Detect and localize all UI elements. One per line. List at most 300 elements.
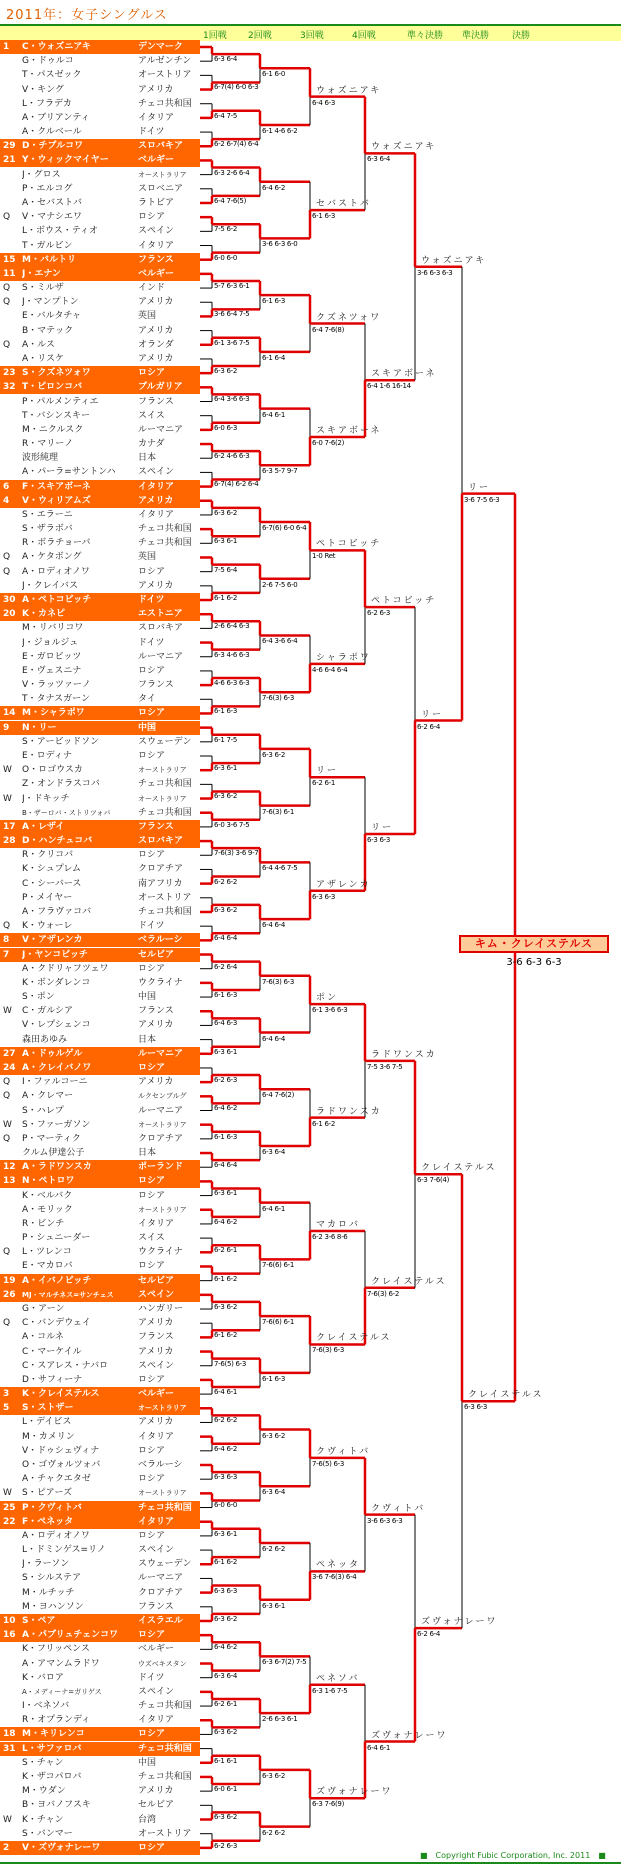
round1-score: 6-4 7-6(5) xyxy=(214,196,247,205)
seed-mark: 27 xyxy=(3,1048,16,1059)
seed-mark: 1 xyxy=(3,42,10,52)
seed-mark: 2 xyxy=(3,1842,10,1853)
player-country: ポーランド xyxy=(138,1162,184,1173)
seed-mark: 28 xyxy=(3,836,16,847)
round-winner: セバストバ xyxy=(316,199,371,210)
player-name: C・スアレス・ナバロ xyxy=(22,1360,109,1371)
player-name: D・サフィーナ xyxy=(22,1374,83,1385)
round-score: 3-6 6-3 6-0 xyxy=(262,240,298,249)
player-name: A・メディーナ=ガリゲス xyxy=(22,1687,102,1696)
player-country: ロシア xyxy=(138,665,166,676)
player-name: A・チャクエタゼ xyxy=(22,1474,91,1485)
player-name: L・デイビス xyxy=(22,1417,72,1428)
round1-score: 6-3 6-4 xyxy=(214,55,237,64)
player-country: 南アフリカ xyxy=(138,878,183,889)
player-name: K・ベルバク xyxy=(22,1190,73,1201)
round1-score: 6-1 6-2 xyxy=(214,1558,237,1567)
player-name: S・ザラボバ xyxy=(22,524,73,535)
player-country: チェコ共和国 xyxy=(138,1743,192,1754)
player-country: フランス xyxy=(138,1332,174,1343)
player-name: V・ラッツァーノ xyxy=(22,680,91,691)
player-name: V・マナシエワ xyxy=(22,212,82,223)
player-country: ロシア xyxy=(138,212,166,223)
player-name: T・パスゼック xyxy=(22,70,82,81)
round-score: 6-1 6-3 xyxy=(262,297,285,306)
player-country: 中国 xyxy=(138,992,157,1003)
round-winner: ペトコビッチ xyxy=(371,596,437,607)
player-name: D・ハンチュコバ xyxy=(22,836,93,847)
player-name: P・エルコグ xyxy=(22,183,73,194)
seed-mark: W xyxy=(3,1006,12,1017)
player-name: S・ストザー xyxy=(22,1403,74,1414)
round-winner: ペトコビッチ xyxy=(316,539,382,550)
player-country: アメリカ xyxy=(138,353,174,364)
player-country: イタリア xyxy=(138,1218,175,1229)
player-name: M・ヨハンソン xyxy=(22,1601,84,1612)
round-score: 6-4 6-3 xyxy=(312,98,335,107)
player-name: 波形純理 xyxy=(22,453,59,464)
player-country: 中国 xyxy=(138,1757,157,1768)
player-name: R・ボラチョーバ xyxy=(22,538,91,549)
round1-score: 6-3 6-1 xyxy=(214,1189,237,1198)
round-score: 6-4 3-6 6-4 xyxy=(262,637,298,646)
player-name: A・クドリャフツェワ xyxy=(22,963,109,974)
player-name: N・ペトロワ xyxy=(22,1176,75,1187)
player-country: 英国 xyxy=(138,311,157,322)
round1-score: 6-4 6-2 xyxy=(214,1217,237,1226)
player-country: ロシア xyxy=(138,1261,166,1272)
player-country: ルーマニア xyxy=(138,651,184,662)
player-country: イタリア xyxy=(138,240,175,251)
seed-mark: Q xyxy=(3,283,11,294)
player-name: C・ガルシア xyxy=(22,1006,74,1017)
player-name: R・ビンチ xyxy=(22,1218,65,1229)
round-label: 3回戦 xyxy=(300,31,324,41)
player-name: A・ラドワンスカ xyxy=(22,1162,92,1173)
round-winner: クレイステルス xyxy=(371,1276,447,1287)
round1-score: 6-4 6-2 xyxy=(214,1104,237,1113)
player-name: K・シュプレム xyxy=(22,864,82,875)
player-country: ルクセンブルグ xyxy=(138,1092,187,1101)
player-country: イスラエル xyxy=(138,1615,183,1626)
seed-mark: 12 xyxy=(3,1162,16,1173)
player-name: J・マンプトン xyxy=(22,297,79,308)
player-name: M・シャラポワ xyxy=(22,708,85,719)
player-name: V・ドゥシェヴィナ xyxy=(22,1445,100,1456)
player-name: E・ガロビッツ xyxy=(22,651,82,662)
seed-mark: W xyxy=(3,1814,12,1825)
player-name: S・ペア xyxy=(22,1615,56,1626)
round1-score: 6-4 6-2 xyxy=(214,1643,237,1652)
seed-mark: 31 xyxy=(3,1743,16,1754)
player-country: ウクライナ xyxy=(138,1247,183,1258)
player-country: アメリカ xyxy=(138,495,174,506)
player-name: L・ドミンゲス=リノ xyxy=(22,1545,106,1556)
round-label: 決勝 xyxy=(512,31,531,41)
round1-score: 6-1 6-3 xyxy=(214,707,237,716)
player-country: アメリカ xyxy=(138,1077,174,1088)
player-name: A・リスケ xyxy=(22,353,64,364)
seed-mark: 17 xyxy=(3,821,16,832)
round1-score: 6-2 6-4 xyxy=(214,962,237,971)
round-winner: ウォズニアキ xyxy=(421,255,487,266)
player-name: S・ミルザ xyxy=(22,283,64,294)
player-country: 日本 xyxy=(138,453,157,464)
player-name: O・ロゴウスカ xyxy=(22,765,83,776)
round-score: 7-6(5) 6-3 xyxy=(312,1459,345,1468)
round-score: 6-4 6-4 xyxy=(262,921,285,930)
player-country: ロシア xyxy=(138,1474,166,1485)
player-name: T・ピロンコバ xyxy=(22,382,83,393)
player-country: イタリア xyxy=(138,1715,175,1726)
round-score: 7-6(3) 6-3 xyxy=(262,977,295,986)
round-score: 6-1 6-3 xyxy=(262,1374,285,1383)
seed-mark: 8 xyxy=(3,935,10,946)
player-name: A・ブリアンティ xyxy=(22,112,90,123)
player-country: ラトビア xyxy=(138,197,175,208)
player-country: オーストリア xyxy=(138,892,192,903)
player-country: ドイツ xyxy=(138,127,165,138)
player-country: スロバキア xyxy=(138,141,184,152)
round1-score: 6-3 6-2 xyxy=(214,1813,237,1822)
round-score: 6-1 4-6 6-2 xyxy=(262,126,298,135)
seed-mark: Q xyxy=(3,1247,11,1258)
player-country: ドイツ xyxy=(138,595,165,606)
round-score: 2-6 7-5 6-0 xyxy=(262,580,298,589)
player-name: G・アーン xyxy=(22,1304,65,1315)
player-country: アメリカ xyxy=(138,297,174,308)
player-country: ベルギー xyxy=(138,268,175,279)
player-country: ブルガリア xyxy=(138,382,183,393)
player-country: 日本 xyxy=(138,1148,157,1159)
round-score: 6-4 1-6 16-14 xyxy=(367,382,411,391)
player-name: クルム伊達公子 xyxy=(22,1148,85,1159)
player-name: O・ゴヴォルツォバ xyxy=(22,1460,101,1470)
round-winner: ラドワンスカ xyxy=(371,1049,437,1060)
player-country: ロシア xyxy=(138,1062,166,1073)
player-name: P・メイヤー xyxy=(22,892,73,903)
player-country: ドイツ xyxy=(138,1672,165,1683)
round1-score: 6-3 6-2 xyxy=(214,905,237,914)
round1-score: 6-3 6-3 xyxy=(214,1473,237,1482)
player-name: L・サファロバ xyxy=(22,1743,82,1754)
round1-score: 6-3 6-1 xyxy=(214,764,237,773)
player-country: クロアチア xyxy=(138,1587,184,1598)
player-country: ベラルーシ xyxy=(138,935,183,946)
player-country: カナダ xyxy=(138,439,165,450)
round-score: 1-0 Ret xyxy=(312,552,336,561)
round-score: 6-3 6-4 xyxy=(262,1147,285,1156)
player-name: T・タナスガーン xyxy=(22,694,90,705)
player-name: A・ケタボング xyxy=(22,552,82,563)
round-score: 6-1 6-3 xyxy=(312,212,335,221)
player-name: A・ルス xyxy=(22,339,55,350)
copyright: ■ Copyright Fubic Corporation, Inc. 2011 ■ xyxy=(420,1851,606,1860)
player-country: チェコ共和国 xyxy=(138,906,192,917)
player-country: ロシア xyxy=(138,708,166,719)
player-country: クロアチア xyxy=(138,1133,184,1144)
round-score: 6-2 6-2 xyxy=(262,1828,285,1837)
round-winner: ズヴォナレーワ xyxy=(316,1787,393,1798)
round-winner: リー xyxy=(421,709,444,720)
player-name: C・ウォズニアキ xyxy=(22,42,91,52)
round1-score: 6-2 4-6 6-3 xyxy=(214,452,250,461)
round-score: 4-6 6-4 6-4 xyxy=(312,665,348,674)
player-country: ロシア xyxy=(138,1842,166,1853)
player-country: イタリア xyxy=(138,1431,175,1442)
round1-score: 6-4 6-3 xyxy=(214,1019,237,1028)
round1-score: 6-0 6-0 xyxy=(214,1501,237,1510)
round1-score: 5-7 6-3 6-1 xyxy=(214,281,250,290)
player-country: フランス xyxy=(138,396,174,407)
player-name: C・シーバース xyxy=(22,878,82,889)
player-name: R・クリコバ xyxy=(22,850,74,861)
player-country: スペイン xyxy=(138,1545,175,1556)
player-name: I・ベネソバ xyxy=(22,1701,70,1712)
round-score: 6-2 3-6 8-6 xyxy=(312,1233,348,1242)
player-name: A・パブリュチェンコワ xyxy=(22,1630,119,1641)
round1-score: 6-3 6-2 xyxy=(214,792,237,801)
round-score: 6-3 6-2 xyxy=(262,1771,285,1780)
round-score: 3-6 6-3 6-3 xyxy=(417,268,453,277)
player-country: スイス xyxy=(138,410,165,421)
player-name: A・レザイ xyxy=(22,821,65,832)
round1-score: 6-1 6-2 xyxy=(214,593,237,602)
player-name: I・ファルコーニ xyxy=(22,1077,88,1088)
seed-mark: Q xyxy=(3,921,11,932)
player-country: スロバキア xyxy=(138,623,184,634)
round-score: 3-6 7-6(3) 6-4 xyxy=(312,1573,357,1582)
player-country: アメリカ xyxy=(138,580,174,591)
round1-score: 4-6 6-3 6-3 xyxy=(214,679,250,687)
player-country: アルゼンチン xyxy=(138,56,192,67)
round-score: 6-3 5-7 9-7 xyxy=(262,467,298,476)
round-score: 6-2 6-3 xyxy=(367,609,390,618)
round1-score: 6-4 6-4 xyxy=(214,934,237,943)
round-score: 6-4 6-1 xyxy=(262,410,285,419)
player-name: S・ピアーズ xyxy=(22,1488,72,1499)
round-score: 6-1 6-4 xyxy=(262,353,285,362)
player-country: セルビア xyxy=(138,949,175,960)
player-name: M・バルトリ xyxy=(22,254,76,265)
player-country: チェコ共和国 xyxy=(138,1502,192,1513)
round1-score: 6-0 3-6 7-5 xyxy=(214,820,250,829)
round1-score: 6-3 6-2 xyxy=(214,367,237,376)
round-score: 6-2 6-4 xyxy=(417,1630,440,1639)
round-score: 6-3 7-6(4) xyxy=(417,1176,450,1185)
round-score: 6-7(6) 6-0 6-4 xyxy=(262,524,307,533)
round1-score: 6-1 6-1 xyxy=(214,1756,237,1765)
round-label: 準決勝 xyxy=(462,31,490,41)
player-name: A・アマンムラドワ xyxy=(22,1658,100,1669)
player-country: スロバキア xyxy=(138,836,184,847)
round-winner: ポン xyxy=(316,993,339,1004)
player-country: ロシア xyxy=(138,1190,166,1201)
player-name: V・アザレンカ xyxy=(22,935,83,946)
player-name: F・スキアボーネ xyxy=(22,481,91,492)
player-country: インド xyxy=(138,283,166,294)
seed-mark: 25 xyxy=(3,1502,16,1513)
round1-score: 6-4 7-5 xyxy=(214,111,237,120)
player-name: E・ロディナ xyxy=(22,751,72,761)
player-country: ハンガリー xyxy=(138,1304,184,1315)
seed-mark: 21 xyxy=(3,155,16,166)
player-country: チェコ共和国 xyxy=(138,1701,192,1712)
player-country: ルーマニア xyxy=(138,1105,184,1116)
player-name: K・クレイステルス xyxy=(22,1389,100,1400)
round-score: 6-3 6-2 xyxy=(262,1431,285,1440)
player-name: P・シュニーダー xyxy=(22,1233,91,1244)
round1-score: 6-0 6-1 xyxy=(214,1785,237,1794)
player-name: K・バロア xyxy=(22,1672,64,1683)
round-winner: アザレンカ xyxy=(316,879,371,890)
footer-divider xyxy=(0,1862,621,1864)
round-winner: スキアボーネ xyxy=(371,369,437,380)
player-name: A・ロディオノワ xyxy=(22,566,90,577)
seed-mark: 6 xyxy=(3,481,10,492)
round-score: 6-3 6-3 xyxy=(367,835,390,844)
player-country: 台湾 xyxy=(138,1814,157,1825)
round-label: 2回戦 xyxy=(248,31,272,41)
round1-score: 7-5 6-2 xyxy=(214,225,237,234)
seed-mark: W xyxy=(3,765,12,776)
page-title: 2011年：女子シングルス xyxy=(6,8,168,23)
player-name: S・エラーニ xyxy=(22,509,73,520)
player-country: 日本 xyxy=(138,1034,157,1045)
player-name: P・マーティク xyxy=(22,1133,81,1144)
player-country: アメリカ xyxy=(138,325,174,336)
player-country: オーストリア xyxy=(138,70,192,81)
player-name: S・バンマー xyxy=(22,1828,73,1839)
round-score: 7-6(6) 6-1 xyxy=(262,1318,295,1327)
player-country: セルビア xyxy=(138,1275,175,1286)
player-name: J・ヤンコビッチ xyxy=(22,949,88,960)
round-score: 6-4 6-4 xyxy=(262,1034,285,1043)
round-winner: ズヴォナレーワ xyxy=(421,1617,498,1628)
player-name: J・ラーソン xyxy=(22,1559,70,1570)
player-name: E・バルタチャ xyxy=(22,311,82,322)
round-score: 6-4 4-6 7-5 xyxy=(262,864,298,873)
seed-mark: 20 xyxy=(3,609,16,620)
seed-mark: 3 xyxy=(3,1389,10,1400)
player-country: デンマーク xyxy=(138,42,183,52)
seed-mark: 29 xyxy=(3,141,16,152)
round-score: 6-4 7-6(8) xyxy=(312,325,345,334)
round1-score: 6-7(4) 6-0 6-3 xyxy=(214,83,259,92)
player-name: D・チブルコワ xyxy=(22,141,84,152)
player-country: ルーマニア xyxy=(138,424,184,435)
player-country: スペイン xyxy=(138,1686,175,1697)
round-score: 6-2 6-4 xyxy=(417,722,440,731)
round1-score: 6-4 6-2 xyxy=(214,1444,237,1453)
player-name: S・ハレプ xyxy=(22,1105,64,1116)
player-name: V・レプシェンコ xyxy=(22,1020,91,1031)
player-country: スウェーデン xyxy=(138,736,192,747)
seed-mark: 5 xyxy=(3,1403,10,1414)
round-score: 6-4 7-6(2) xyxy=(262,1091,295,1100)
player-country: ベルギー xyxy=(138,1389,175,1400)
seed-mark: Q xyxy=(3,1091,11,1102)
player-country: スペイン xyxy=(138,1289,175,1300)
round1-score: 6-4 3-6 6-3 xyxy=(214,395,250,404)
player-name: K・ボンダレンコ xyxy=(22,977,91,988)
player-country: オーストラリア xyxy=(138,1404,187,1413)
seed-mark: Q xyxy=(3,339,11,350)
player-name: C・マーケイル xyxy=(22,1346,82,1357)
player-name: L・ボウス・ティオ xyxy=(22,226,99,237)
round1-score: 6-4 6-4 xyxy=(214,1161,237,1170)
round-winner: シャラポワ xyxy=(316,652,371,663)
round-winner: クレイステルス xyxy=(316,1333,392,1344)
player-name: T・ガルビン xyxy=(22,240,73,251)
round-winner: ウォズニアキ xyxy=(371,142,437,153)
player-country: ドイツ xyxy=(138,921,165,932)
player-country: ベルギー xyxy=(138,155,175,166)
round-score: 7-6(6) 6-1 xyxy=(262,1261,295,1270)
round1-score: 6-3 6-2 xyxy=(214,1614,237,1623)
seed-mark: Q xyxy=(3,566,11,577)
champion-score: 3-6 6-3 6-3 xyxy=(506,957,562,968)
player-country: ロシア xyxy=(138,368,166,379)
player-name: J・ジョルジュ xyxy=(22,637,79,648)
player-name: Y・ウィックマイヤー xyxy=(22,155,109,166)
round-score: 6-4 6-1 xyxy=(262,1204,285,1213)
round1-score: 6-0 6-3 xyxy=(214,423,237,432)
player-name: A・クルベール xyxy=(22,127,82,138)
player-country: オーストリア xyxy=(138,1828,192,1839)
round-score: 6-3 6-3 xyxy=(464,1403,487,1412)
round-score: 6-0 7-6(2) xyxy=(312,438,345,447)
player-name: L・フラデカ xyxy=(22,98,72,109)
seed-mark: 4 xyxy=(3,495,10,506)
seed-mark: 18 xyxy=(3,1729,16,1740)
round1-score: 6-3 6-2 xyxy=(214,1302,237,1311)
round1-score: 6-2 6-3 xyxy=(214,1076,237,1085)
player-country: スペイン xyxy=(138,1360,175,1371)
player-country: イタリア xyxy=(138,1516,175,1527)
round-label: 4回戦 xyxy=(352,31,376,41)
player-country: スイス xyxy=(138,1233,165,1244)
player-name: M・キリレンコ xyxy=(22,1729,85,1740)
player-name: J・ドキッチ xyxy=(22,793,70,804)
round1-score: 6-3 6-2 xyxy=(214,1728,237,1737)
round-score: 7-6(3) 6-2 xyxy=(367,1289,400,1298)
player-name: A・モリック xyxy=(22,1204,73,1215)
player-name: A・イバノビッチ xyxy=(22,1275,92,1286)
player-name: M・リバリコワ xyxy=(22,623,84,634)
seed-mark: 26 xyxy=(3,1289,16,1300)
seed-mark: 14 xyxy=(3,708,16,719)
round1-score: 6-1 6-2 xyxy=(214,1274,237,1283)
seed-mark: 23 xyxy=(3,368,16,379)
player-country: ドイツ xyxy=(138,637,165,648)
seed-mark: Q xyxy=(3,552,11,563)
round-score: 7-6(3) 6-3 xyxy=(312,1346,345,1355)
player-country: フランス xyxy=(138,254,174,265)
player-name: S・ファーガソン xyxy=(22,1119,91,1130)
round-winner: マカロバ xyxy=(316,1220,361,1231)
player-name: F・ペネッタ xyxy=(22,1516,74,1527)
player-country: ベラルーシ xyxy=(138,1460,183,1470)
round1-score: 6-2 6-2 xyxy=(214,877,237,886)
player-country: ベルギー xyxy=(138,1644,175,1655)
round-score: 6-3 6-4 xyxy=(367,155,390,164)
player-name: S・クズネツォワ xyxy=(22,368,91,379)
round1-score: 7-6(3) 3-6 9-7 xyxy=(214,849,259,858)
player-country: オーストラリア xyxy=(138,794,187,803)
player-country: フランス xyxy=(138,1601,174,1612)
round1-score: 6-2 6-2 xyxy=(214,1416,237,1425)
